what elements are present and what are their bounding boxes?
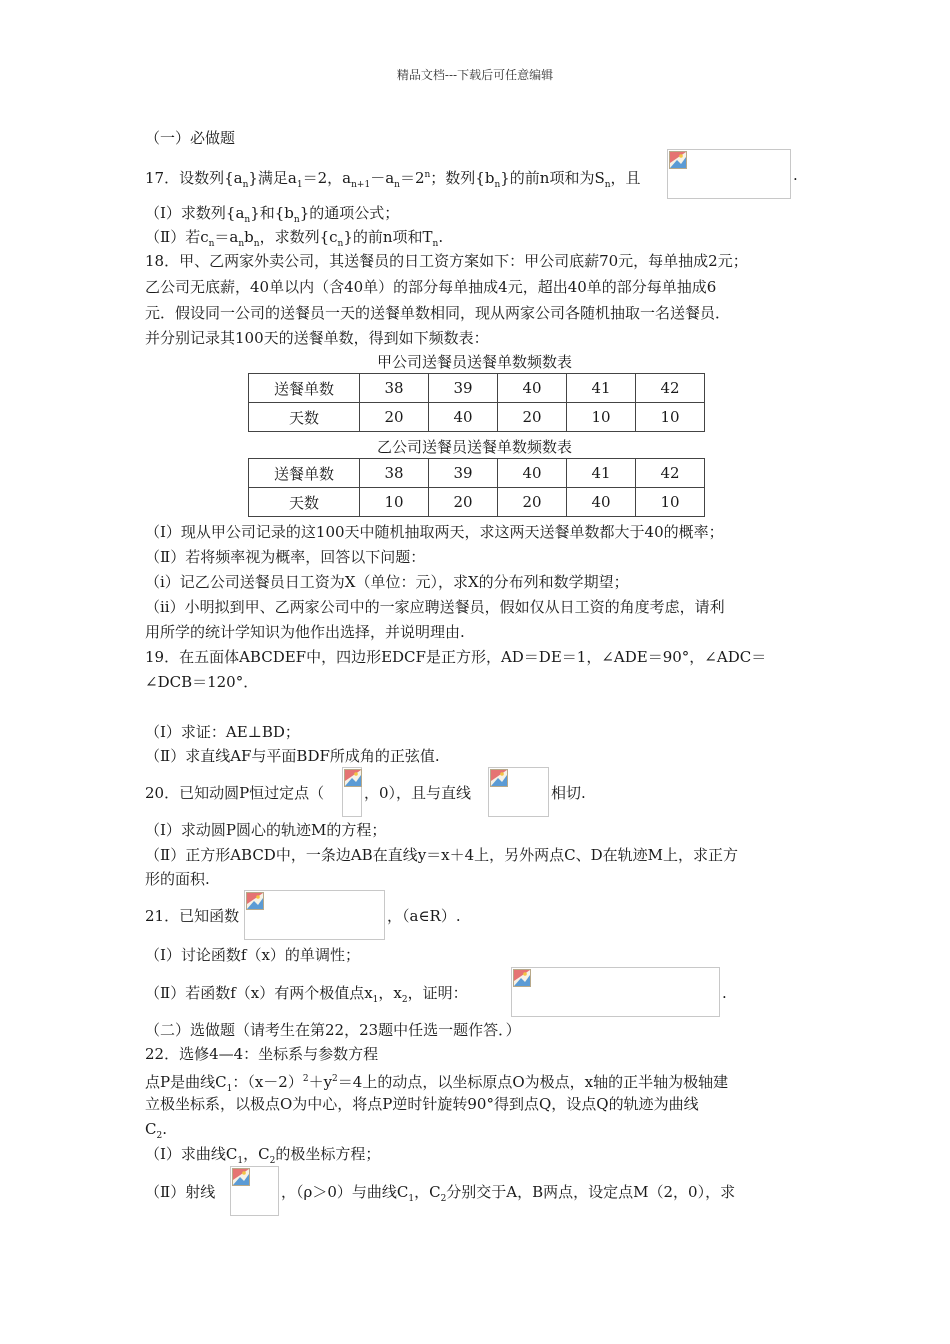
q20-part2-a: （Ⅱ）正方形ABCD中，一条边AB在直线y＝x＋4上，另外两点C、D在轨迹M上，求正方 — [145, 846, 739, 864]
q17-part1: （Ⅰ）求数列$\{a_n\}$和$\{b_n\}$的通项公式； — [145, 204, 400, 225]
formula-image-q20-point — [342, 767, 362, 817]
page-header: 精品文档---下载后可任意编辑 — [396, 68, 554, 82]
broken-image-icon — [490, 769, 508, 787]
q22-line2: 立极坐标系，以极点O为中心，将点P逆时针旋转90°得到点Q，设点Q的轨迹为曲线 — [145, 1095, 699, 1113]
formula-image-q22-ray — [230, 1166, 279, 1216]
q18-part2: （Ⅱ）若将频率视为概率，回答以下问题： — [145, 548, 426, 566]
table-cell: 40 — [498, 374, 567, 403]
formula-image-q20-line — [488, 767, 549, 817]
table-a — [248, 373, 705, 432]
section-optional: （二）选做题（请考生在第22，23题中任选一题作答．） — [145, 1021, 521, 1039]
q18-part1: （Ⅰ）现从甲公司记录的这100天中随机抽取两天，求这两天送餐单数都大于40的概率； — [145, 523, 724, 541]
q19-part2: （Ⅱ）求直线AF与平面BDF所成角的正弦值. — [145, 747, 440, 765]
table-cell: 38 — [360, 374, 429, 403]
q22-part2-a: （Ⅱ）射线 — [145, 1183, 216, 1201]
table-cell: 送餐单数 — [249, 459, 360, 488]
broken-image-icon — [669, 151, 687, 169]
table-cell: 20 — [498, 403, 567, 432]
q22-line3: $C_2$. — [145, 1120, 167, 1141]
q17-end: . — [793, 166, 798, 184]
table-cell: 10 — [636, 403, 705, 432]
broken-image-icon — [232, 1168, 250, 1186]
question-17: 17．设数列$\{a_n\}$满足$a_1=2$，$a_{n+1}-a_n=2^n$；数列$\{b_n\}$的前n项和为$S_n$，且 — [145, 169, 641, 190]
table-cell: 送餐单数 — [249, 374, 360, 403]
table-row — [249, 403, 705, 432]
table-cell: 天数 — [249, 403, 360, 432]
q22-part1: （Ⅰ）求曲线$C_1$，$C_2$的极坐标方程； — [145, 1145, 381, 1166]
q22-part2-b: ，（ρ＞0）与曲线$C_1$，$C_2$分别交于A，B两点，设定点M（2，0），求 — [281, 1183, 736, 1204]
table-cell: 10 — [567, 403, 636, 432]
table-b — [248, 458, 705, 517]
q21-part2: （Ⅱ）若函数f（x）有两个极值点$x_1$，$x_2$，证明： — [145, 984, 468, 1005]
table-row — [249, 488, 705, 517]
table-cell: 39 — [429, 459, 498, 488]
formula-image-q17 — [667, 149, 791, 199]
broken-image-icon — [513, 969, 531, 987]
q18-part2-ii-a: （ii）小明拟到甲、乙两家公司中的一家应聘送餐员，假如仅从日工资的角度考虑，请利 — [145, 598, 725, 616]
table-cell: 41 — [567, 459, 636, 488]
q18-line3: 元．假设同一公司的送餐员一天的送餐单数相同，现从两家公司各随机抽取一名送餐员． — [145, 304, 731, 322]
table-cell: 20 — [498, 488, 567, 517]
section-required: （一）必做题 — [145, 129, 236, 147]
formula-image-q21-function — [244, 890, 385, 940]
q22-title: 22．选修4—4：坐标系与参数方程 — [145, 1045, 379, 1063]
table-cell: 42 — [636, 374, 705, 403]
q20-text-b: ，0），且与直线 — [364, 784, 472, 802]
broken-image-icon — [344, 769, 362, 787]
table-cell: 38 — [360, 459, 429, 488]
table-b-caption: 乙公司送餐员送餐单数频数表 — [376, 438, 572, 456]
q18-line1: 18．甲、乙两家外卖公司，其送餐员的日工资方案如下：甲公司底薪70元，每单抽成2元； — [145, 252, 748, 270]
table-cell: 40 — [429, 403, 498, 432]
q19-line2: ∠DCB＝120°． — [145, 673, 259, 691]
q17-part2: （Ⅱ）若$c_n=a_nb_n$，求数列$\{c_n\}$的前n项和$T_n$. — [145, 228, 444, 249]
table-row — [249, 374, 705, 403]
q21-end: . — [722, 984, 727, 1002]
table-row — [249, 459, 705, 488]
q20-text-a: 20．已知动圆P恒过定点（ — [145, 784, 325, 802]
table-cell: 10 — [636, 488, 705, 517]
table-a-caption: 甲公司送餐员送餐单数频数表 — [376, 353, 572, 371]
formula-image-q21-proof — [511, 967, 720, 1017]
q18-line2: 乙公司无底薪，40单以内（含40单）的部分每单抽成4元，超出40单的部分每单抽成6 — [145, 278, 717, 296]
q18-part2-ii-b: 用所学的统计学知识为他作出选择，并说明理由. — [145, 623, 465, 641]
q20-part2-b: 形的面积. — [145, 870, 210, 888]
q21-text-b: ，（a∈R）. — [387, 907, 461, 925]
table-cell: 天数 — [249, 488, 360, 517]
q21-text-a: 21．已知函数 — [145, 907, 240, 925]
q21-part1: （Ⅰ）讨论函数f（x）的单调性； — [145, 946, 360, 964]
broken-image-icon — [246, 892, 264, 910]
q20-text-c: 相切. — [551, 784, 586, 802]
q20-part1: （Ⅰ）求动圆P圆心的轨迹M的方程； — [145, 821, 387, 839]
table-cell: 42 — [636, 459, 705, 488]
table-cell: 10 — [360, 488, 429, 517]
q19-line1: 19．在五面体ABCDEF中，四边形EDCF是正方形，AD＝DE＝1，∠ADE＝90°，∠ADC＝ — [145, 648, 767, 666]
table-cell: 40 — [498, 459, 567, 488]
q19-part1: （Ⅰ）求证：AE⊥BD； — [145, 723, 300, 741]
table-cell: 41 — [567, 374, 636, 403]
q22-line1: 点P是曲线$C_1$：$(x-2)^2+y^2=4$上的动点，以坐标原点O为极点，x轴的正半轴为极轴建 — [145, 1073, 729, 1094]
q18-part2-i: （i）记乙公司送餐员日工资为X（单位：元），求X的分布列和数学期望； — [145, 573, 629, 591]
table-cell: 40 — [567, 488, 636, 517]
table-cell: 20 — [429, 488, 498, 517]
q18-line4: 并分别记录其100天的送餐单数，得到如下频数表： — [145, 329, 489, 347]
table-cell: 39 — [429, 374, 498, 403]
table-cell: 20 — [360, 403, 429, 432]
